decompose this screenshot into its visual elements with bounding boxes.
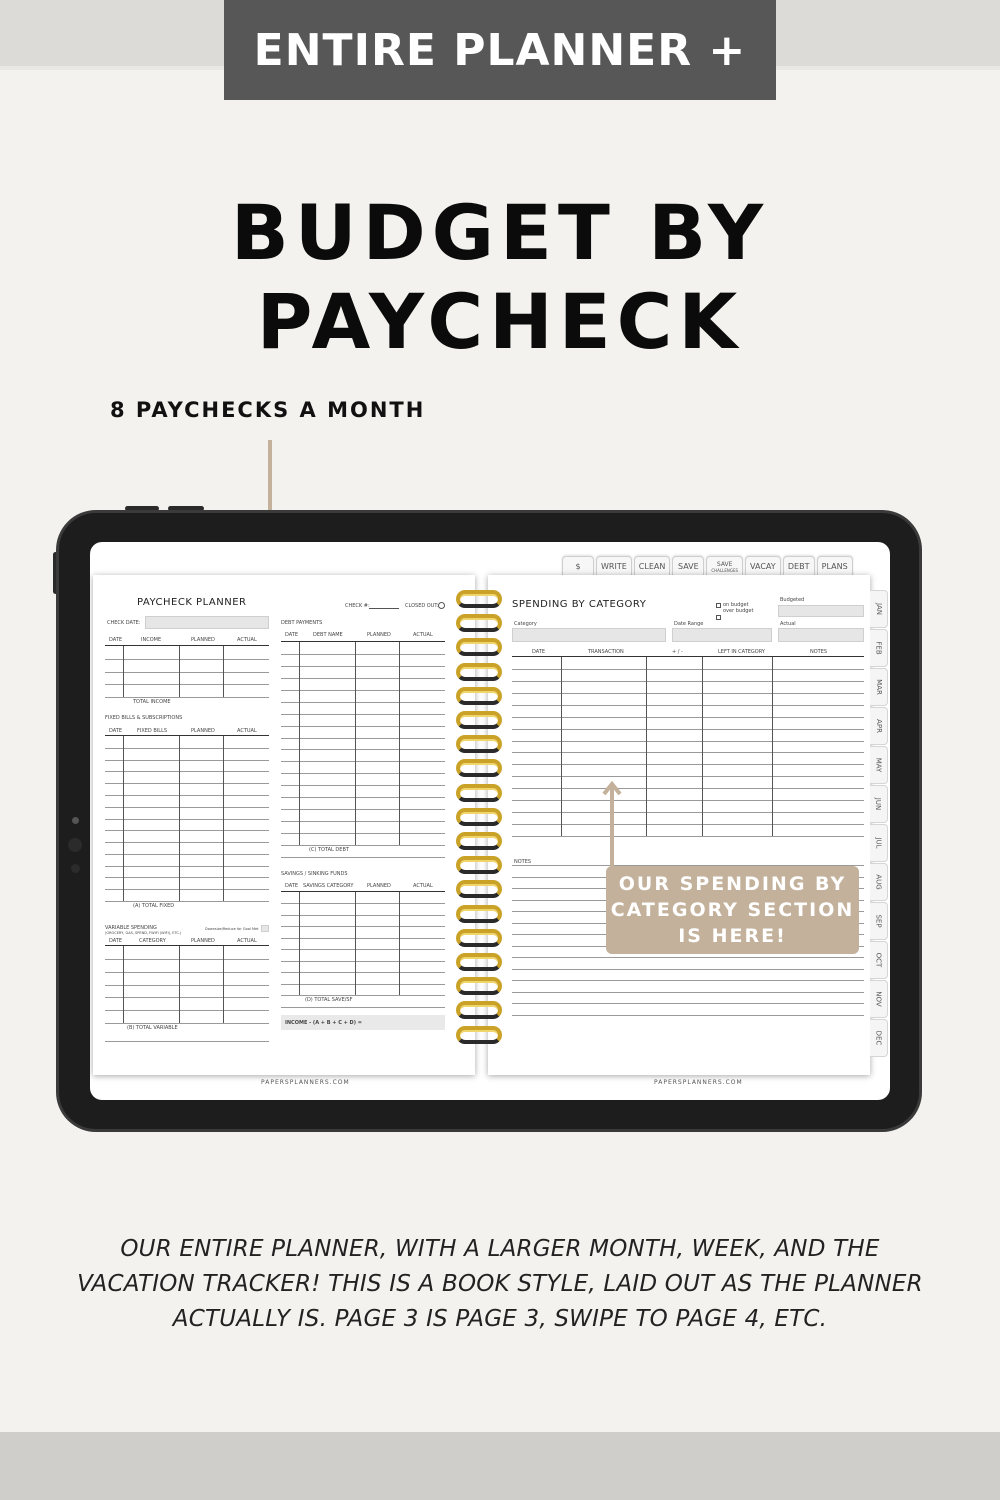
grid-row-line — [281, 915, 445, 916]
fixed-bills-title: FIXED BILLS & SUBSCRIPTIONS — [105, 715, 183, 721]
variable-note: Downsize/Reduce for Goal Met — [205, 927, 259, 931]
savings-col-category: SAVINGS CATEGORY — [303, 883, 354, 889]
income-col-income: INCOME — [141, 637, 162, 643]
header-badge — [224, 0, 776, 100]
left-page — [93, 575, 475, 1086]
right-page — [488, 575, 870, 1086]
camera-icon — [72, 817, 79, 824]
total-debt-label: (C) TOTAL DEBT — [309, 847, 349, 853]
ring-icon — [456, 977, 502, 995]
spending-callout-line: IS HERE! — [678, 925, 787, 947]
savings-col-date: DATE — [285, 883, 299, 889]
grid-row-line — [105, 1023, 269, 1024]
grid-col-line — [299, 892, 300, 995]
tab-money[interactable]: $ — [562, 556, 594, 576]
tab-jul[interactable]: JUL — [870, 824, 888, 862]
grid-row-line — [281, 666, 445, 667]
grid-row-line — [281, 995, 445, 996]
grid-row-line — [281, 785, 445, 786]
debt-col-planned: PLANNED — [367, 632, 391, 638]
tab-mar[interactable]: MAR — [870, 668, 888, 706]
grid-row-line — [512, 741, 864, 742]
grid-col-line — [223, 946, 224, 1023]
grid-row-line — [105, 807, 269, 808]
left-footer-url: PAPERSPLANNERS.COM — [261, 1079, 350, 1086]
grid-row-line — [105, 877, 269, 878]
variable-col-date: DATE — [109, 938, 123, 944]
grid-row-line — [281, 926, 445, 927]
spending-callout-tag — [606, 866, 859, 954]
grid-row-line — [281, 833, 445, 834]
fixed-col-planned: PLANNED — [191, 728, 215, 734]
total-income-label: TOTAL INCOME — [133, 699, 171, 705]
debt-payments-title: DEBT PAYMENTS — [281, 620, 323, 626]
savings-table[interactable] — [281, 891, 445, 995]
tab-jan[interactable]: JAN — [870, 590, 888, 628]
grid-row-line — [105, 771, 269, 772]
grid-row-line — [105, 659, 269, 660]
grid-row-line — [105, 889, 269, 890]
grid-row-line — [512, 824, 864, 825]
tab-sep[interactable]: SEP — [870, 902, 888, 940]
grid-col-line — [561, 657, 562, 836]
grid-row-line — [105, 842, 269, 843]
grid-row-line — [105, 672, 269, 673]
notes-label: NOTES — [514, 859, 532, 865]
ring-icon — [456, 953, 502, 971]
ring-icon — [456, 856, 502, 874]
ring-icon — [456, 880, 502, 898]
spending-by-category-title: SPENDING BY CATEGORY — [512, 599, 647, 610]
spending-callout-line: OUR SPENDING BY — [618, 873, 847, 895]
income-col-planned: PLANNED — [191, 637, 215, 643]
savings-col-planned: PLANNED — [367, 883, 391, 889]
budgeted-field[interactable] — [778, 605, 864, 617]
grid-row-line — [281, 702, 445, 703]
grid-row-line — [512, 729, 864, 730]
check-date-label: CHECK DATE: — [107, 620, 141, 626]
ring-icon — [456, 808, 502, 826]
grid-row-line — [281, 845, 445, 846]
grid-col-line — [299, 642, 300, 845]
header-badge-text: ENTIRE PLANNER + — [253, 24, 747, 76]
tab-clean[interactable]: CLEAN — [634, 556, 671, 576]
grid-row-line — [281, 797, 445, 798]
spend-col-plusminus: + / - — [672, 649, 683, 655]
grid-row-line — [105, 997, 269, 998]
spending-arrow-icon — [600, 780, 626, 880]
income-table[interactable] — [105, 645, 269, 697]
grid-row-line — [512, 776, 864, 777]
grid-col-line — [179, 736, 180, 901]
ring-icon — [456, 663, 502, 681]
tablet-screen — [90, 542, 890, 1100]
variable-spending-sub: (GROCERY, GAS, SPEND, FWIFI (WIFI), ETC.) — [105, 931, 182, 935]
tab-feb[interactable]: FEB — [870, 629, 888, 667]
grid-row-line — [281, 738, 445, 739]
variable-note-field[interactable] — [261, 925, 269, 932]
savings-col-actual: ACTUAL — [413, 883, 433, 889]
total-fixed-label: (A) TOTAL FIXED — [133, 903, 175, 909]
spend-col-notes: NOTES — [810, 649, 828, 655]
ring-icon — [456, 784, 502, 802]
fixed-col-date: DATE — [109, 728, 123, 734]
tab-nov[interactable]: NOV — [870, 980, 888, 1018]
tab-dec[interactable]: DEC — [870, 1019, 888, 1057]
tab-debt[interactable]: DEBT — [783, 556, 815, 576]
grid-row-line — [281, 726, 445, 727]
debt-col-name: DEBT NAME — [313, 632, 343, 638]
grid-col-line — [399, 892, 400, 995]
grid-row-line — [281, 773, 445, 774]
grid-row-line — [105, 866, 269, 867]
bottom-band — [0, 1432, 1000, 1500]
over-budget-label: over budget — [723, 608, 754, 614]
grid-row-line — [512, 812, 864, 813]
grid-col-line — [646, 657, 647, 836]
grid-row-line — [281, 809, 445, 810]
tab-aug[interactable]: AUG — [870, 863, 888, 901]
spend-col-transaction: TRANSACTION — [588, 649, 624, 655]
top-tabs — [562, 556, 853, 576]
formula-label: INCOME - (A + B + C + D) = — [285, 1020, 362, 1026]
grid-row-line — [105, 972, 269, 973]
notes-line — [512, 1003, 864, 1004]
fixed-col-bills: FIXED BILLS — [137, 728, 168, 734]
grid-row-line — [512, 717, 864, 718]
grid-row-line — [281, 821, 445, 822]
grid-col-line — [179, 646, 180, 697]
ring-icon — [456, 590, 502, 608]
debt-col-date: DATE — [285, 632, 299, 638]
on-budget-checkbox[interactable] — [716, 603, 721, 608]
notes-line — [512, 1015, 864, 1016]
grid-row-line — [105, 819, 269, 820]
actual-field[interactable] — [778, 628, 864, 642]
grid-row-line — [281, 749, 445, 750]
grid-row-line — [105, 760, 269, 761]
fixed-col-actual: ACTUAL — [237, 728, 257, 734]
grid-row-line — [512, 836, 864, 837]
description-line: VACATION TRACKER! THIS IS A BOOK STYLE, LAID OUT AS THE PLANNER — [77, 1271, 923, 1297]
grid-row-line — [105, 830, 269, 831]
ring-icon — [456, 614, 502, 632]
date-range-label: Date Range — [674, 621, 704, 627]
income-col-actual: ACTUAL — [237, 637, 257, 643]
tab-oct[interactable]: OCT — [870, 941, 888, 979]
variable-spending-title: VARIABLE SPENDING — [105, 925, 157, 931]
grid-row-line — [105, 783, 269, 784]
spend-col-date: DATE — [532, 649, 546, 655]
variable-col-category: CATEGORY — [139, 938, 166, 944]
camera-icon — [68, 838, 82, 852]
ring-icon — [456, 929, 502, 947]
ring-icon — [456, 638, 502, 656]
closed-out-label: CLOSED OUT: — [405, 603, 439, 609]
description-line: OUR ENTIRE PLANNER, WITH A LARGER MONTH, WEEK, AND THE — [120, 1236, 880, 1262]
ring-icon — [456, 905, 502, 923]
grid-row-line — [281, 714, 445, 715]
spiral-binding — [456, 590, 502, 1050]
grid-row-line — [105, 1010, 269, 1011]
grid-row-line — [281, 678, 445, 679]
main-title: BUDGET BY PAYCHECK — [230, 188, 770, 366]
grid-row-line — [105, 795, 269, 796]
grid-row-line — [105, 901, 269, 902]
tab-may[interactable]: MAY — [870, 746, 888, 784]
budgeted-label: Budgeted — [780, 597, 805, 603]
variable-col-planned: PLANNED — [191, 938, 215, 944]
savings-title: SAVINGS / SINKING FUNDS — [281, 871, 348, 877]
grid-row-line — [105, 985, 269, 986]
grid-col-line — [355, 642, 356, 845]
spending-callout-line: CATEGORY SECTION — [610, 899, 855, 921]
grid-row-line — [281, 690, 445, 691]
tab-apr[interactable]: APR — [870, 707, 888, 745]
fixed-bills-table[interactable] — [105, 735, 269, 901]
grid-col-line — [123, 946, 124, 1023]
debt-payments-table[interactable] — [281, 641, 445, 845]
right-footer-url: PAPERSPLANNERS.COM — [654, 1079, 743, 1086]
ring-icon — [456, 832, 502, 850]
category-field[interactable] — [512, 628, 666, 642]
grid-col-line — [355, 892, 356, 995]
grid-row-line — [512, 681, 864, 682]
ring-icon — [456, 687, 502, 705]
grid-row-line — [281, 654, 445, 655]
description-line: ACTUALLY IS. PAGE 3 IS PAGE 3, SWIPE TO PAGE 4, ETC. — [172, 1306, 828, 1332]
grid-row-line — [281, 949, 445, 950]
grid-col-line — [223, 646, 224, 697]
grid-row-line — [512, 764, 864, 765]
debt-col-actual: ACTUAL — [413, 632, 433, 638]
notes-line — [512, 980, 864, 981]
tab-vacay[interactable]: VACAY — [745, 556, 781, 576]
grid-row-line — [281, 938, 445, 939]
date-range-field[interactable] — [672, 628, 772, 642]
grid-row-line — [105, 684, 269, 685]
grid-row-line — [281, 972, 445, 973]
variable-col-actual: ACTUAL — [237, 938, 257, 944]
grid-row-line — [512, 693, 864, 694]
grid-col-line — [702, 657, 703, 836]
grid-col-line — [223, 736, 224, 901]
check-date-field[interactable] — [145, 616, 269, 629]
ring-icon — [456, 1001, 502, 1019]
camera-icon — [71, 864, 80, 873]
grid-row-line — [512, 669, 864, 670]
tab-plans[interactable]: PLANS — [817, 556, 853, 576]
tab-jun[interactable]: JUN — [870, 785, 888, 823]
grid-row-line — [281, 961, 445, 962]
variable-spending-table[interactable] — [105, 945, 269, 1023]
tab-save[interactable]: SAVE — [672, 556, 704, 576]
category-label: Category — [514, 621, 537, 627]
grid-row-line — [512, 788, 864, 789]
paychecks-callout: 8 PAYCHECKS A MONTH — [110, 398, 426, 422]
grid-row-line — [512, 705, 864, 706]
spend-col-left: LEFT IN CATEGORY — [718, 649, 765, 655]
grid-row-line — [512, 752, 864, 753]
grid-col-line — [179, 946, 180, 1023]
description — [20, 1232, 980, 1337]
grid-col-line — [772, 657, 773, 836]
grid-row-line — [105, 748, 269, 749]
over-budget-checkbox[interactable] — [716, 615, 721, 620]
notes-line — [512, 957, 864, 958]
month-tabs — [870, 590, 888, 1057]
grid-col-line — [123, 646, 124, 697]
income-col-date: DATE — [109, 637, 123, 643]
grid-row-line — [105, 697, 269, 698]
paycheck-planner-title: PAYCHECK PLANNER — [137, 597, 247, 608]
ring-icon — [456, 759, 502, 777]
grid-row-line — [281, 903, 445, 904]
ring-icon — [456, 1026, 502, 1044]
closed-out-checkbox[interactable] — [438, 602, 445, 609]
total-save-label: (D) TOTAL SAVE/SF — [305, 997, 353, 1003]
grid-row-line — [512, 800, 864, 801]
ring-icon — [456, 735, 502, 753]
grid-row-line — [281, 984, 445, 985]
check-number-label: CHECK #: — [345, 603, 370, 609]
notes-line — [512, 992, 864, 993]
grid-row-line — [105, 854, 269, 855]
grid-row-line — [105, 959, 269, 960]
grid-row-line — [281, 761, 445, 762]
tab-save-challenges[interactable]: SAVE CHALLENGES — [706, 556, 743, 576]
grid-col-line — [123, 736, 124, 901]
spending-table[interactable] — [512, 656, 864, 836]
actual-label: Actual — [780, 621, 796, 627]
ring-icon — [456, 711, 502, 729]
notes-line — [512, 969, 864, 970]
tab-write[interactable]: WRITE — [596, 556, 632, 576]
total-variable-label: (B) TOTAL VARIABLE — [127, 1025, 178, 1031]
grid-col-line — [399, 642, 400, 845]
on-budget-label: on budget — [723, 602, 749, 608]
